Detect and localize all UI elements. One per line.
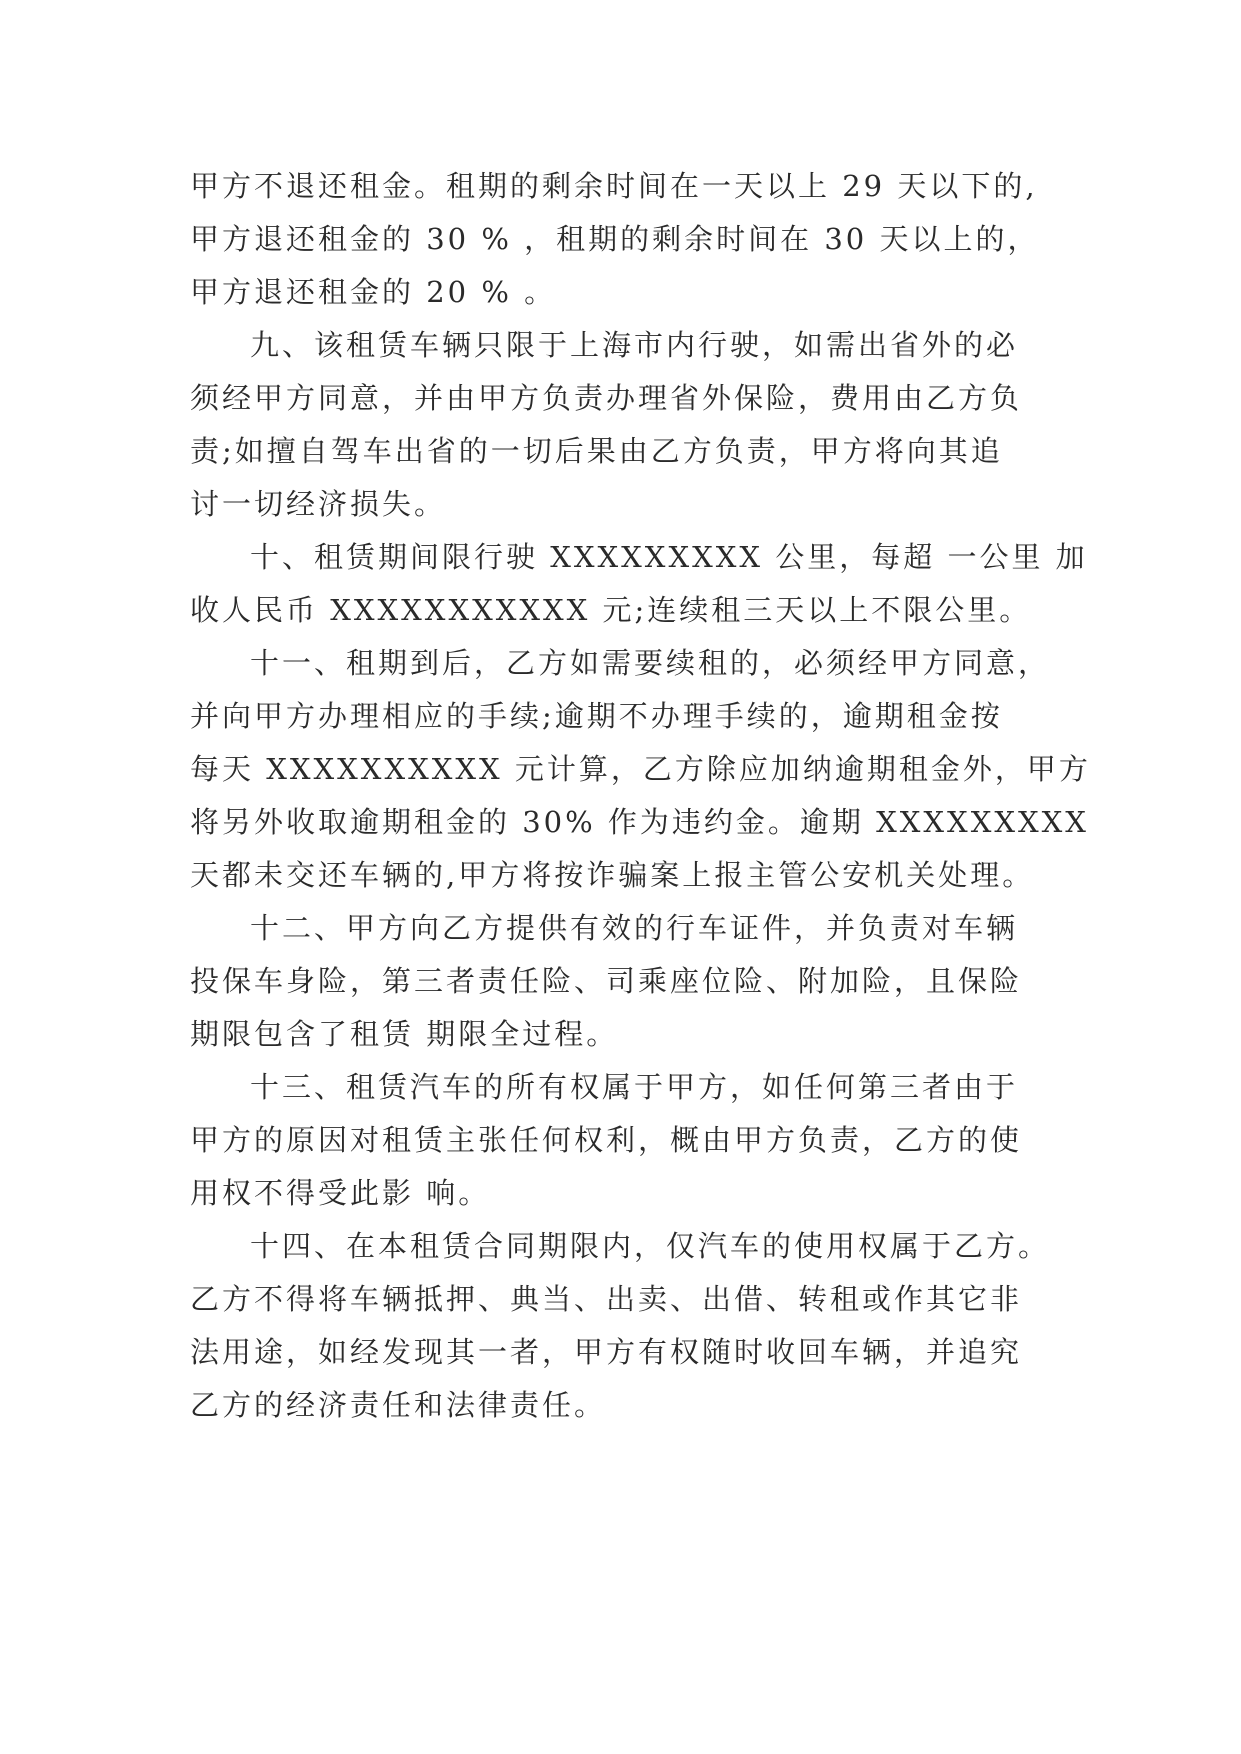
contract-body [190,160,1091,1432]
text-line: 十四、在本租赁合同期限内，仅汽车的使用权属于乙方。 [250,1229,1051,1263]
paragraph-14 [190,1220,1070,1432]
text-line: 甲方的原因对租赁主张任何权利，概由甲方负责，乙方的使 [190,1123,1023,1157]
text-line: 期限包含了租赁 期限全过程。 [190,1017,619,1051]
paragraph-13 [190,1061,1070,1220]
text-line: 须经甲方同意，并由甲方负责办理省外保险，费用由乙方负 [190,381,1023,415]
text-line: 责;如擅自驾车出省的一切后果由乙方负责，甲方将向其追 [190,434,1003,468]
text-line: 将另外收取逾期租金的 30% 作为违约金。逾期 XXXXXXXXX [190,805,1089,839]
text-line: 九、该租赁车辆只限于上海市内行驶，如需出省外的必 [250,328,1019,362]
text-line: 十三、租赁汽车的所有权属于甲方，如任何第三者由于 [250,1070,1019,1104]
text-line: 甲方退还租金的 30 % ，租期的剩余时间在 30 天以上的， [190,222,1040,256]
text-line: 十二、甲方向乙方提供有效的行车证件，并负责对车辆 [250,911,1019,945]
text-line: 用权不得受此影 响。 [190,1176,491,1210]
text-line: 甲方不退还租金。租期的剩余时间在一天以上 29 天以下的, [190,169,1038,203]
paragraph-8-continuation [190,160,1070,319]
text-line: 讨一切经济损失。 [190,487,447,521]
text-line: 十、租赁期间限行驶 XXXXXXXXX 公里，每超 一公里 加 [250,540,1088,574]
paragraph-12 [190,902,1070,1061]
text-line: 甲方退还租金的 20 % 。 [190,275,557,309]
paragraph-9 [190,319,1070,531]
text-line: 乙方的经济责任和法律责任。 [190,1388,607,1422]
text-line: 投保车身险，第三者责任险、司乘座位险、附加险，且保险 [190,964,1023,998]
paragraph-11 [190,637,1091,902]
text-line: 每天 XXXXXXXXXX 元计算，乙方除应加纳逾期租金外，甲方 [190,752,1091,786]
text-line: 十一、租期到后，乙方如需要续租的，必须经甲方同意， [250,646,1051,680]
text-line: 收人民币 XXXXXXXXXXX 元;连续租三天以上不限公里。 [190,593,1032,627]
text-line: 并向甲方办理相应的手续;逾期不办理手续的，逾期租金按 [190,699,1003,733]
paragraph-10 [190,531,1088,637]
text-line: 法用途，如经发现其一者，甲方有权随时收回车辆，并追究 [190,1335,1023,1369]
text-line: 天都未交还车辆的,甲方将按诈骗案上报主管公安机关处理。 [190,858,1035,892]
text-line: 乙方不得将车辆抵押、典当、出卖、出借、转租或作其它非 [190,1282,1023,1316]
